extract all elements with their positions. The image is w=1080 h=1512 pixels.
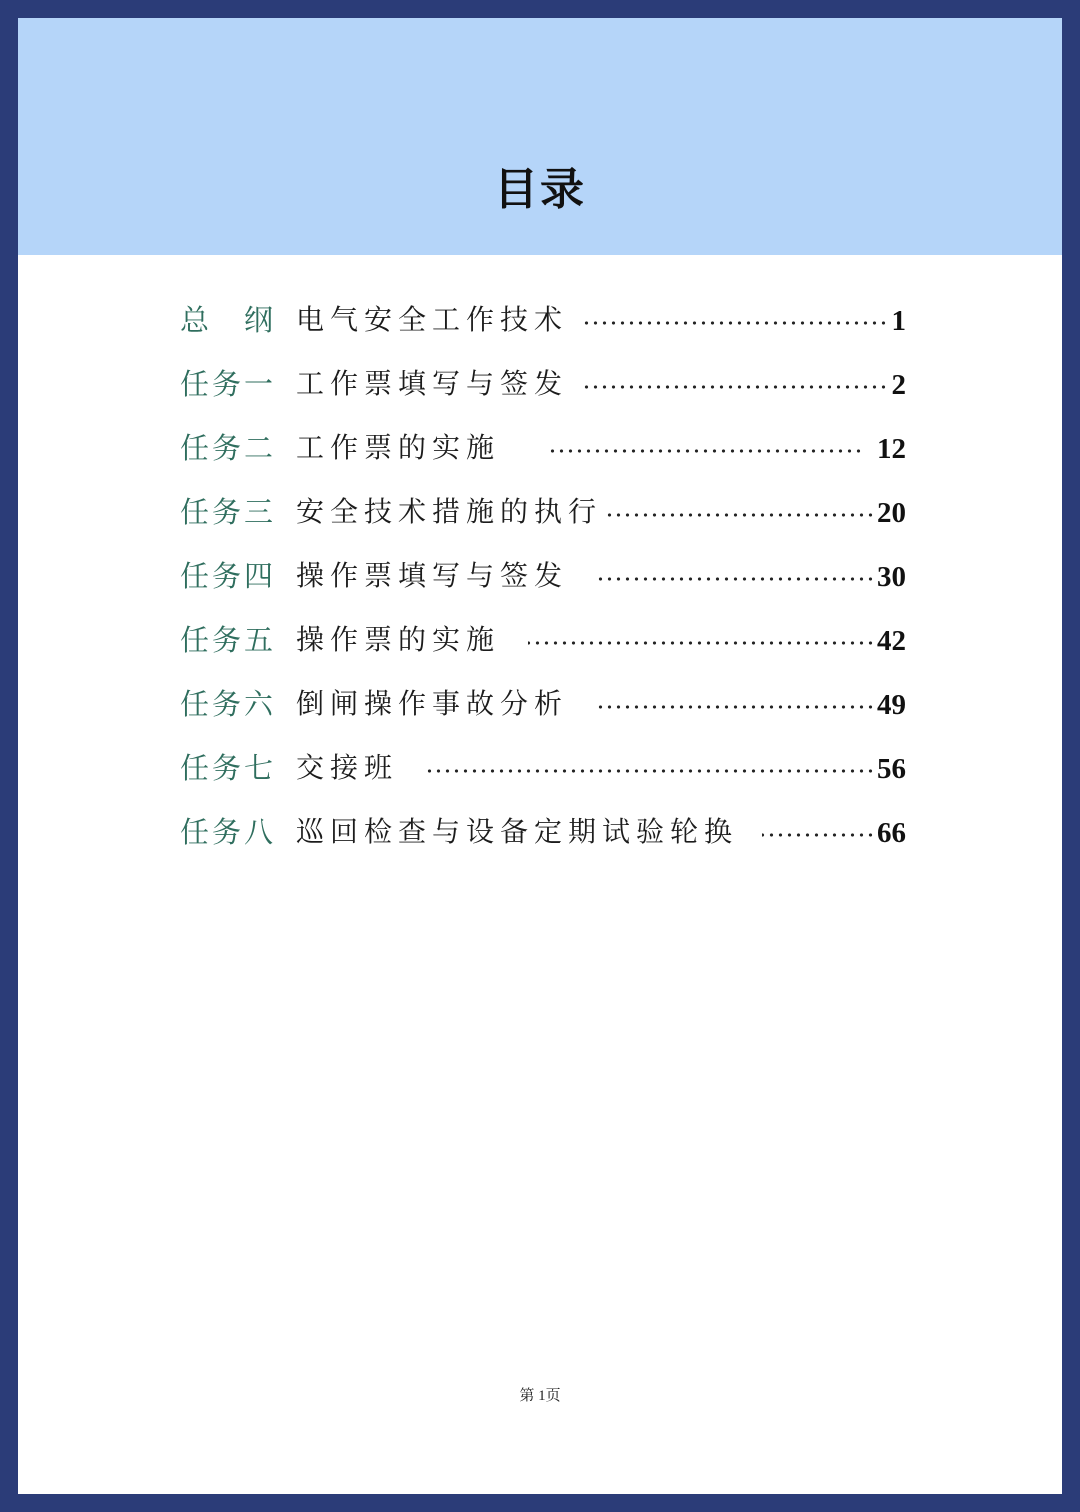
toc-entry [180, 350, 906, 414]
toc-entry-page: 42 [877, 624, 906, 657]
toc-entry-page: 20 [877, 496, 906, 529]
dot-leader [426, 768, 875, 774]
dot-leader [528, 640, 875, 646]
toc-entry-page: 56 [877, 752, 906, 785]
toc-entry [180, 286, 906, 350]
dot-leader [762, 832, 875, 838]
toc-entry-label: 任务四 [180, 558, 277, 593]
toc-entry-label: 总 纲 [180, 302, 277, 337]
toc-entry-page: 66 [877, 816, 906, 849]
dot-leader [604, 512, 875, 518]
toc-entry-title: 工作票的实施 [296, 431, 501, 464]
toc-entry-title: 安全技术措施的执行 [296, 495, 603, 528]
page-footer-number: 第 1页 [519, 1388, 561, 1404]
toc-entry-page: 30 [877, 560, 906, 593]
toc-entry-label: 任务三 [180, 494, 277, 529]
toc-entry-title: 操作票的实施 [296, 623, 501, 656]
table-of-contents [180, 286, 906, 862]
toc-entry [180, 414, 906, 478]
header-band [18, 18, 1062, 255]
toc-entry-title: 工作票填写与签发 [296, 367, 569, 400]
toc-entry-label: 任务二 [180, 430, 277, 465]
toc-entry [180, 606, 906, 670]
toc-entry [180, 542, 906, 606]
toc-entry [180, 798, 906, 862]
toc-entry-label: 任务五 [180, 622, 277, 657]
document-page [18, 18, 1062, 1494]
toc-entry [180, 478, 906, 542]
toc-entry [180, 734, 906, 798]
toc-entry-title: 巡回检查与设备定期试验轮换 [296, 815, 739, 848]
toc-entry-label: 任务一 [180, 366, 277, 401]
toc-entry-page: 12 [877, 432, 906, 465]
toc-entry-label: 任务六 [180, 686, 277, 721]
toc-entry-label: 任务八 [180, 814, 277, 849]
toc-entry-page: 49 [877, 688, 906, 721]
dot-leader [582, 384, 888, 390]
toc-entry [180, 670, 906, 734]
dot-leader [582, 320, 888, 326]
toc-entry-title: 操作票填写与签发 [296, 559, 569, 592]
toc-entry-title: 倒闸操作事故分析 [296, 687, 569, 720]
dot-leader [550, 448, 863, 454]
toc-entry-label: 任务七 [180, 750, 277, 785]
dot-leader [596, 704, 875, 710]
toc-entry-title: 电气安全工作技术 [296, 303, 569, 336]
toc-entry-page: 2 [891, 368, 906, 401]
page-title: 目录 [494, 164, 586, 215]
toc-entry-title: 交接班 [296, 751, 399, 784]
toc-entry-page: 1 [891, 304, 906, 337]
dot-leader [596, 576, 875, 582]
